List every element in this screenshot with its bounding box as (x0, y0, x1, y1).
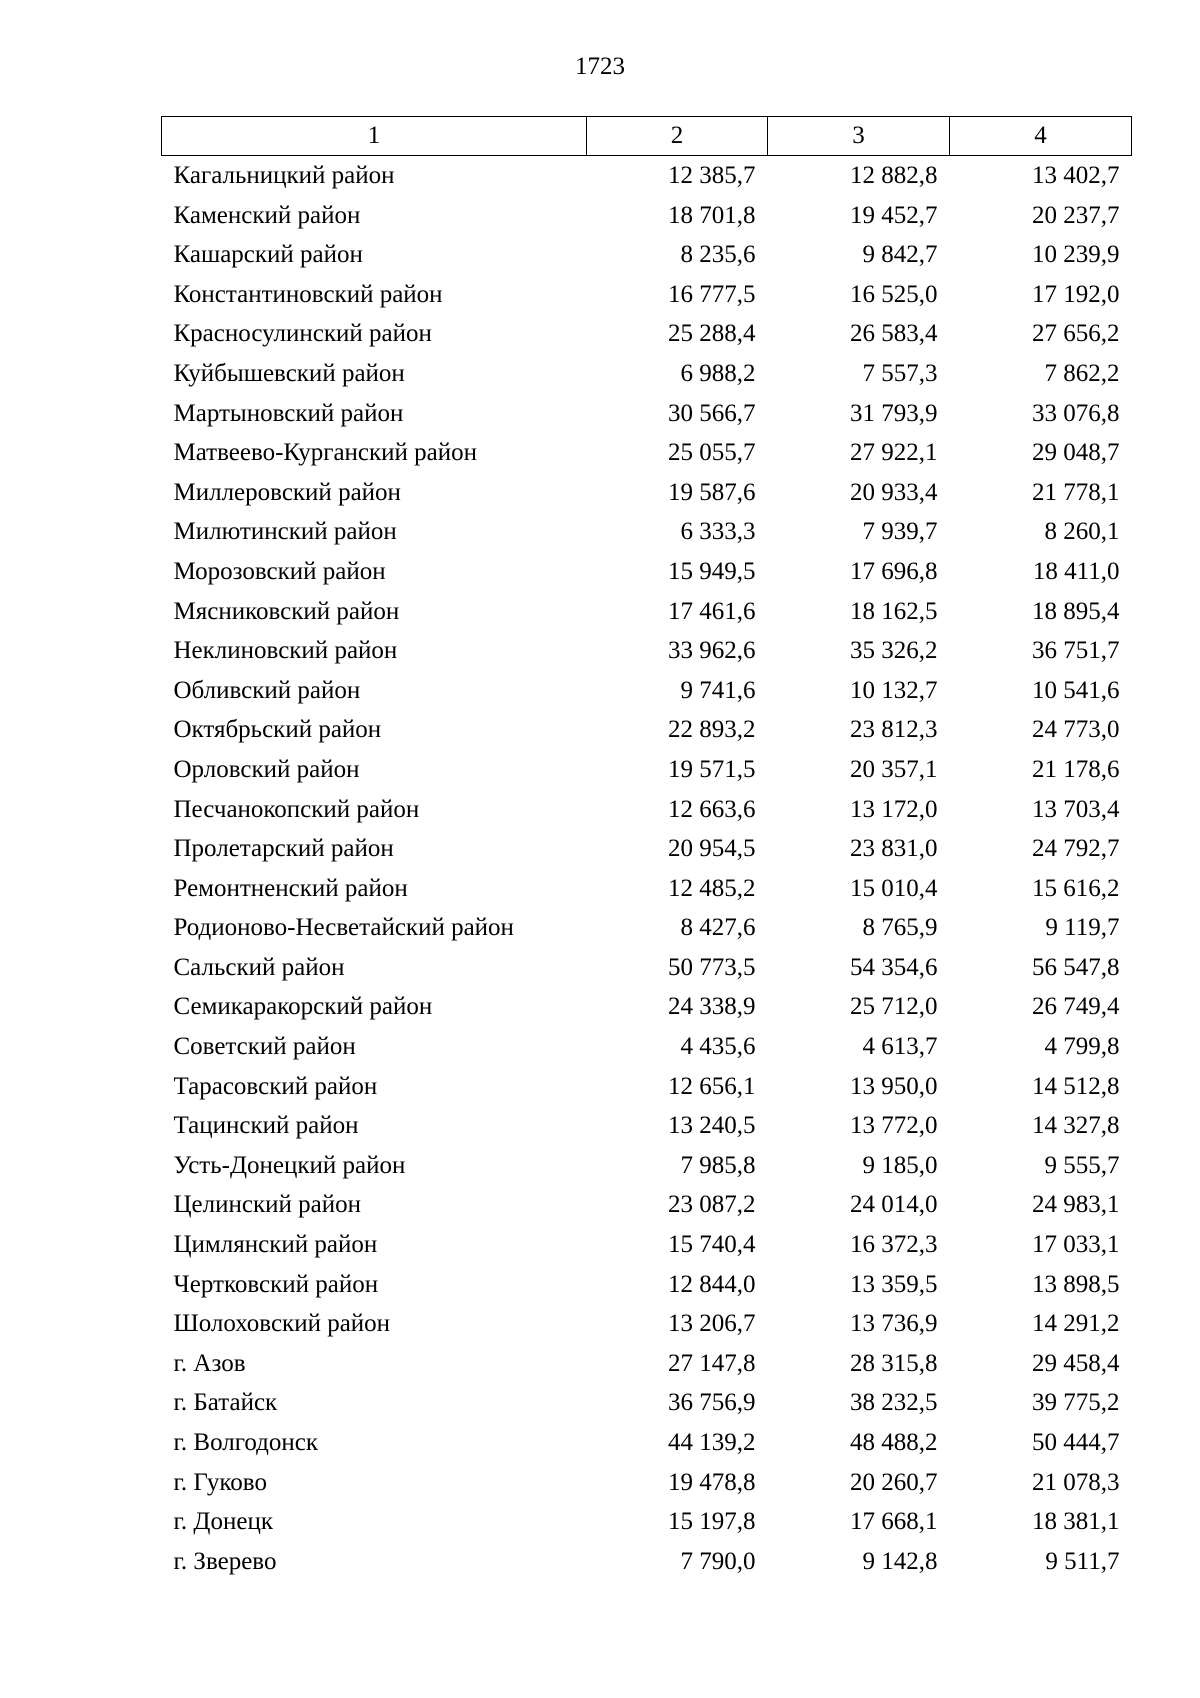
value-col3-cell: 9 142,8 (862, 1547, 938, 1575)
table-row (162, 710, 1132, 750)
region-name-cell: г. Донецк (173, 1508, 273, 1536)
table-row (162, 512, 1132, 552)
value-col4-cell: 17 033,1 (1032, 1231, 1120, 1259)
value-col2-cell: 23 087,2 (668, 1191, 756, 1219)
table-row (162, 1027, 1132, 1067)
header-cell-1: 1 (162, 117, 587, 156)
value-col2-cell: 36 756,9 (668, 1389, 756, 1417)
region-name-cell: Каменский район (173, 201, 361, 229)
region-name-cell: Сальский район (173, 953, 345, 981)
value-col2-cell: 7 790,0 (680, 1547, 756, 1575)
value-col3-cell: 16 525,0 (850, 280, 938, 308)
value-col3-cell: 31 793,9 (850, 399, 938, 427)
value-col3-cell: 25 712,0 (850, 993, 938, 1021)
value-col4-cell: 8 260,1 (1044, 518, 1120, 546)
value-col2-cell: 18 701,8 (668, 201, 756, 229)
region-name-cell: Мартыновский район (173, 399, 404, 427)
value-col3-cell: 7 557,3 (862, 359, 938, 387)
value-col3-cell: 4 613,7 (862, 1033, 938, 1061)
region-name-cell: Кагальницкий район (173, 162, 395, 189)
region-name-cell: Родионово-Несветайский район (173, 914, 514, 942)
table-row (162, 1423, 1132, 1463)
value-col2-cell: 17 461,6 (668, 597, 756, 625)
value-col4-cell: 21 078,3 (1032, 1468, 1120, 1496)
table-row (162, 1502, 1132, 1542)
value-col4-cell: 36 751,7 (1032, 637, 1120, 665)
region-name-cell: Ремонтненский район (173, 874, 408, 902)
table-body (162, 156, 1132, 1582)
region-name-cell: Обливский район (173, 676, 361, 704)
value-col4-cell: 10 541,6 (1032, 676, 1120, 704)
region-name-cell: г. Гуково (173, 1468, 267, 1496)
region-name-cell: Цимлянский район (173, 1231, 378, 1259)
value-col2-cell: 12 385,7 (668, 162, 756, 189)
value-col2-cell: 6 333,3 (680, 518, 756, 546)
region-name-cell: Мясниковский район (173, 597, 400, 625)
value-col3-cell: 28 315,8 (850, 1349, 938, 1377)
value-col3-cell: 27 922,1 (850, 439, 938, 467)
region-name-cell: г. Батайск (173, 1389, 278, 1417)
value-col2-cell: 19 478,8 (668, 1468, 756, 1496)
region-name-cell: Орловский район (173, 755, 360, 783)
value-col2-cell: 33 962,6 (668, 637, 756, 665)
value-col3-cell: 20 357,1 (850, 755, 938, 783)
value-col4-cell: 4 799,8 (1044, 1033, 1120, 1061)
region-name-cell: Миллеровский район (173, 478, 401, 506)
value-col3-cell: 20 260,7 (850, 1468, 938, 1496)
region-name-cell: г. Зверево (173, 1547, 277, 1575)
value-col3-cell: 8 765,9 (862, 914, 938, 942)
value-col2-cell: 16 777,5 (668, 280, 756, 308)
page-number: 1723 (575, 53, 625, 80)
region-name-cell: г. Волгодонск (173, 1429, 319, 1456)
region-name-cell: Красносулинский район (173, 320, 432, 348)
region-name-cell: Куйбышевский район (173, 359, 405, 387)
value-col4-cell: 17 192,0 (1032, 280, 1120, 308)
table-row (162, 433, 1132, 473)
value-col3-cell: 23 812,3 (850, 716, 938, 744)
table-row (162, 750, 1132, 790)
value-col4-cell: 13 703,4 (1032, 795, 1120, 823)
value-col4-cell: 50 444,7 (1032, 1429, 1120, 1456)
value-col4-cell: 18 895,4 (1032, 597, 1120, 625)
table-row (162, 1225, 1132, 1265)
value-col2-cell: 12 485,2 (668, 874, 756, 902)
region-name-cell: Песчанокопский район (173, 795, 420, 823)
value-col2-cell: 15 197,8 (668, 1508, 756, 1536)
region-name-cell: Целинский район (173, 1191, 361, 1219)
table-row (162, 1067, 1132, 1107)
table-row (162, 235, 1132, 275)
table-row (162, 1344, 1132, 1384)
value-col4-cell: 9 119,7 (1045, 914, 1120, 942)
value-col3-cell: 18 162,5 (850, 597, 938, 625)
value-col4-cell: 33 076,8 (1032, 399, 1120, 427)
table-row (162, 552, 1132, 592)
value-col3-cell: 10 132,7 (850, 676, 938, 704)
table-row (162, 156, 1132, 196)
region-name-cell: Чертковский район (173, 1270, 379, 1298)
value-col4-cell: 13 898,5 (1032, 1270, 1120, 1298)
value-col3-cell: 35 326,2 (850, 637, 938, 665)
table-row (162, 829, 1132, 869)
value-col2-cell: 6 988,2 (680, 359, 756, 387)
table-row (162, 275, 1132, 315)
value-col2-cell: 8 235,6 (680, 241, 756, 269)
table-row (162, 987, 1132, 1027)
value-col4-cell: 26 749,4 (1032, 993, 1120, 1021)
value-col2-cell: 44 139,2 (668, 1429, 756, 1456)
value-col4-cell: 24 773,0 (1032, 716, 1120, 744)
value-col2-cell: 22 893,2 (668, 716, 756, 744)
region-name-cell: Советский район (173, 1033, 356, 1061)
region-name-cell: Кашарский район (173, 241, 363, 269)
table-row (162, 1542, 1132, 1582)
value-col3-cell: 26 583,4 (850, 320, 938, 348)
value-col3-cell: 16 372,3 (850, 1231, 938, 1259)
header-cell-2: 2 (587, 117, 768, 156)
region-name-cell: Семикаракорский район (173, 993, 433, 1021)
value-col2-cell: 13 206,7 (668, 1310, 756, 1338)
value-col4-cell: 24 983,1 (1032, 1191, 1120, 1219)
budget-table (161, 116, 1132, 1581)
value-col2-cell: 27 147,8 (668, 1349, 756, 1377)
value-col4-cell: 13 402,7 (1032, 162, 1120, 189)
value-col4-cell: 18 411,0 (1032, 557, 1120, 585)
table-row (162, 1146, 1132, 1186)
table-row (162, 1383, 1132, 1423)
value-col3-cell: 13 772,0 (850, 1112, 938, 1140)
value-col2-cell: 7 985,8 (680, 1151, 756, 1179)
table-row (162, 869, 1132, 909)
region-name-cell: Октябрьский район (173, 716, 382, 744)
value-col2-cell: 25 055,7 (668, 439, 756, 467)
value-col2-cell: 20 954,5 (668, 835, 756, 863)
value-col3-cell: 20 933,4 (850, 478, 938, 506)
region-name-cell: Морозовский район (173, 557, 386, 585)
value-col4-cell: 27 656,2 (1032, 320, 1120, 348)
value-col4-cell: 21 778,1 (1032, 478, 1120, 506)
table-row (162, 1265, 1132, 1305)
table-row (162, 354, 1132, 394)
value-col3-cell: 7 939,7 (862, 518, 938, 546)
value-col4-cell: 18 381,1 (1032, 1508, 1120, 1536)
region-name-cell: Пролетарский район (173, 835, 394, 863)
table-row (162, 671, 1132, 711)
header-cell-3: 3 (768, 117, 950, 156)
value-col2-cell: 9 741,6 (680, 676, 756, 704)
region-name-cell: г. Азов (173, 1349, 246, 1377)
table-row (162, 948, 1132, 988)
region-name-cell: Неклиновский район (173, 637, 398, 665)
value-col4-cell: 39 775,2 (1032, 1389, 1120, 1417)
table-header (162, 117, 1132, 156)
value-col2-cell: 13 240,5 (668, 1112, 756, 1140)
table-row (162, 631, 1132, 671)
value-col3-cell: 13 359,5 (850, 1270, 938, 1298)
value-col2-cell: 4 435,6 (680, 1033, 756, 1061)
value-col2-cell: 50 773,5 (668, 953, 756, 981)
value-col3-cell: 13 950,0 (850, 1072, 938, 1100)
value-col4-cell: 10 239,9 (1032, 241, 1120, 269)
value-col2-cell: 30 566,7 (668, 399, 756, 427)
table-row (162, 908, 1132, 948)
value-col3-cell: 9 842,7 (862, 241, 938, 269)
table-row (162, 196, 1132, 236)
value-col3-cell: 13 172,0 (850, 795, 938, 823)
region-name-cell: Тацинский район (173, 1112, 359, 1140)
value-col4-cell: 29 458,4 (1032, 1349, 1120, 1377)
value-col3-cell: 13 736,9 (850, 1310, 938, 1338)
value-col3-cell: 24 014,0 (850, 1191, 938, 1219)
table-row (162, 790, 1132, 830)
region-name-cell: Матвеево-Курганский район (173, 439, 478, 467)
table-row (162, 1106, 1132, 1146)
value-col3-cell: 17 696,8 (850, 557, 938, 585)
value-col4-cell: 7 862,2 (1044, 359, 1120, 387)
value-col4-cell: 24 792,7 (1032, 835, 1120, 863)
value-col3-cell: 12 882,8 (850, 162, 938, 189)
value-col3-cell: 48 488,2 (850, 1429, 938, 1456)
value-col2-cell: 15 740,4 (668, 1231, 756, 1259)
value-col4-cell: 14 291,2 (1032, 1310, 1120, 1338)
value-col4-cell: 20 237,7 (1032, 201, 1120, 229)
table-row (162, 592, 1132, 632)
value-col3-cell: 23 831,0 (850, 835, 938, 863)
region-name-cell: Тарасовский район (173, 1072, 378, 1100)
value-col2-cell: 12 663,6 (668, 795, 756, 823)
value-col3-cell: 38 232,5 (850, 1389, 938, 1417)
value-col3-cell: 19 452,7 (850, 201, 938, 229)
table-row (162, 394, 1132, 434)
table-row (162, 1185, 1132, 1225)
value-col2-cell: 25 288,4 (668, 320, 756, 348)
value-col3-cell: 17 668,1 (850, 1508, 938, 1536)
value-col2-cell: 12 844,0 (668, 1270, 756, 1298)
value-col2-cell: 19 571,5 (668, 755, 756, 783)
header-cell-4: 4 (950, 117, 1132, 156)
value-col4-cell: 15 616,2 (1032, 874, 1120, 902)
value-col2-cell: 8 427,6 (680, 914, 756, 942)
value-col4-cell: 29 048,7 (1032, 439, 1120, 467)
value-col2-cell: 12 656,1 (668, 1072, 756, 1100)
value-col4-cell: 9 555,7 (1044, 1151, 1120, 1179)
value-col3-cell: 54 354,6 (850, 953, 938, 981)
region-name-cell: Милютинский район (173, 518, 397, 546)
value-col2-cell: 24 338,9 (668, 993, 756, 1021)
region-name-cell: Шолоховский район (173, 1310, 391, 1338)
value-col3-cell: 9 185,0 (862, 1151, 938, 1179)
value-col4-cell: 9 511,7 (1045, 1547, 1120, 1575)
value-col3-cell: 15 010,4 (850, 874, 938, 902)
table-row (162, 314, 1132, 354)
table-row (162, 473, 1132, 513)
region-name-cell: Усть-Донецкий район (173, 1151, 406, 1179)
value-col4-cell: 14 512,8 (1032, 1072, 1120, 1100)
table-row (162, 1304, 1132, 1344)
header-row (162, 117, 1132, 156)
value-col4-cell: 56 547,8 (1032, 953, 1120, 981)
value-col2-cell: 19 587,6 (668, 478, 756, 506)
value-col4-cell: 14 327,8 (1032, 1112, 1120, 1140)
region-name-cell: Константиновский район (173, 280, 443, 308)
value-col4-cell: 21 178,6 (1032, 755, 1120, 783)
value-col2-cell: 15 949,5 (668, 557, 756, 585)
table-row (162, 1463, 1132, 1503)
